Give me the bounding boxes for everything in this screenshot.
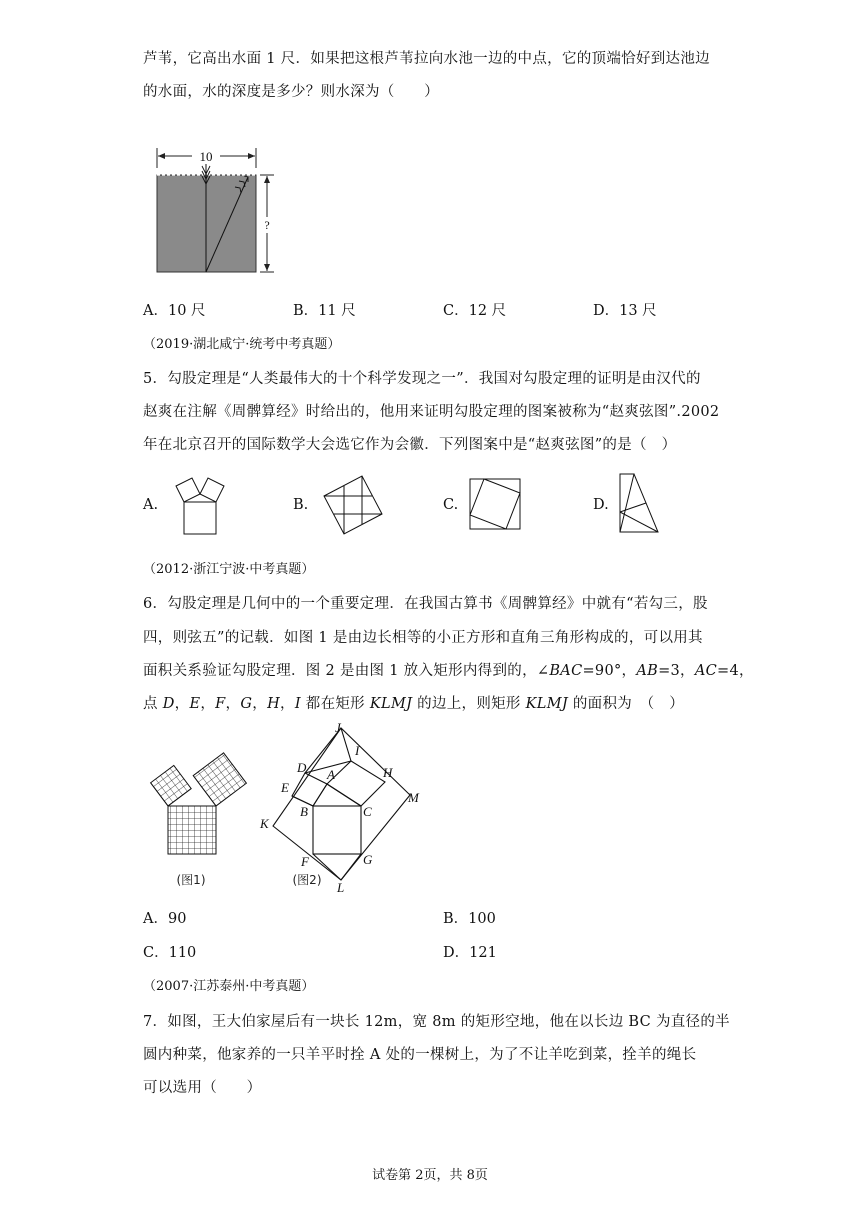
- q6-option-a[interactable]: A．90: [143, 911, 187, 927]
- q6-label-d: D: [297, 760, 307, 775]
- q6-label-i: I: [355, 743, 360, 758]
- q5-option-c[interactable]: C.: [443, 497, 459, 513]
- q6-point-f: F: [215, 696, 226, 712]
- q5-option-b[interactable]: B.: [293, 497, 309, 513]
- q6-option-c[interactable]: C．110: [143, 945, 197, 961]
- q6-line4-part: 的面积为 （ ）: [567, 696, 685, 712]
- q6-line4-part: 都在矩形: [300, 696, 370, 712]
- q6-line3-part-c: =90°，: [582, 663, 637, 679]
- q4-height-label: ?: [264, 218, 270, 232]
- q6-segment-ac: AC: [694, 663, 718, 679]
- q6-line3-part-a: 面积关系验证勾股定理．图 2 是由图 1 放入矩形内得到的，∠: [143, 663, 550, 679]
- q6-angle-bac: BAC: [549, 663, 583, 679]
- q5-figure-a: [168, 470, 238, 540]
- q6-text-line1: 6．勾股定理是几何中的一个重要定理．在我国古算书《周髀算经》中就有“若勾三，股: [143, 596, 708, 612]
- q6-label-b: B: [300, 804, 308, 819]
- q6-label-a: A: [327, 767, 335, 782]
- q6-label-c: C: [363, 804, 372, 819]
- q6-point-g: G: [240, 696, 253, 712]
- q6-fig2-caption: (图2): [292, 873, 322, 887]
- q5-option-d[interactable]: D.: [593, 497, 609, 513]
- q6-source: （2012·浙江宁波·中考真题）: [143, 562, 315, 577]
- q5-source: （2019·湖北咸宁·统考中考真题）: [143, 337, 341, 352]
- q6-line3-part-e: =3，: [658, 663, 695, 679]
- q5-figure-b: [318, 470, 388, 540]
- q4-pond-figure: [152, 146, 282, 276]
- q6-segment-ab: AB: [636, 663, 659, 679]
- q6-label-g: G: [363, 852, 373, 867]
- q6-fig1-caption: (图1): [176, 873, 206, 887]
- q6-line4-part: ，: [200, 696, 216, 712]
- q4-width-label: 10: [199, 149, 213, 164]
- q4-option-d[interactable]: D．13 尺: [593, 303, 657, 319]
- q4-text-line2: 的水面，水的深度是多少？则水深为（ ）: [143, 84, 439, 100]
- q6-text-line2: 四，则弦五”的记载．如图 1 是由边长相等的小正方形和直角三角形构成的，可以用其: [143, 630, 703, 646]
- q5-option-a[interactable]: A.: [143, 497, 159, 513]
- q6-rect-name: KLMJ: [369, 696, 413, 712]
- q6-text-line4: [143, 692, 684, 713]
- q6-point-e: E: [189, 696, 201, 712]
- q6-option-d[interactable]: D．121: [443, 945, 497, 961]
- q6-label-m: M: [408, 790, 419, 805]
- q6-label-f: F: [301, 854, 309, 869]
- q5-text-line3: 年在北京召开的国际数学大会选它作为会徽．下列图案中是“赵爽弦图”的是（ ）: [143, 437, 677, 453]
- q6-point-h: H: [267, 696, 281, 712]
- q6-line4-part: ，: [225, 696, 241, 712]
- q6-point-d: D: [162, 696, 175, 712]
- q6-line4-part: ，: [280, 696, 295, 712]
- q5-figure-c: [466, 475, 526, 535]
- q7-text-line1: 7．如图，王大伯家屋后有一块长 12m，宽 8m 的矩形空地，他在以长边 BC 为直径的半: [143, 1014, 730, 1030]
- q6-line4-part: ，: [174, 696, 190, 712]
- q6-point-i: I: [294, 696, 301, 712]
- page-footer: 试卷第 2页，共 8页: [372, 1168, 488, 1183]
- q7-text-line2: 圆内种菜，他家养的一只羊平时拴 A 处的一棵树上，为了不让羊吃到菜，拴羊的绳长: [143, 1047, 697, 1063]
- q4-option-a[interactable]: A．10 尺: [143, 303, 206, 319]
- q6-option-b[interactable]: B．100: [443, 911, 496, 927]
- q6-text-line3: [143, 659, 754, 680]
- q4-option-b[interactable]: B．11 尺: [293, 303, 356, 319]
- q4-option-c[interactable]: C．12 尺: [443, 303, 507, 319]
- q6-figure-1: [140, 752, 250, 892]
- q6-line3-part-g: =4，: [717, 663, 754, 679]
- q6-label-h: H: [383, 765, 393, 780]
- q6-line4-part: 点: [143, 696, 163, 712]
- q5-text-line1: 5．勾股定理是“人类最伟大的十个科学发现之一”．我国对勾股定理的证明是由汉代的: [143, 371, 701, 387]
- q6-label-e: E: [281, 780, 289, 795]
- q6-rect-name: KLMJ: [525, 696, 568, 712]
- q6-line4-part: 的边上，则矩形: [412, 696, 526, 712]
- q5-figure-d: [616, 472, 666, 536]
- q6-line4-part: ，: [252, 696, 268, 712]
- q5-text-line2: 赵爽在注解《周髀算经》时给出的，他用来证明勾股定理的图案被称为“赵爽弦图”.2002: [143, 404, 720, 420]
- q6-label-k: K: [260, 816, 269, 831]
- q7-text-line3: 可以选用（ ）: [143, 1080, 262, 1096]
- q6-label-l: L: [337, 880, 345, 895]
- q4-text-line1: 芦苇，它高出水面 1 尺．如果把这根芦苇拉向水池一边的中点，它的顶端恰好到达池边: [143, 51, 710, 67]
- q7-source: （2007·江苏泰州·中考真题）: [143, 979, 315, 994]
- q6-figure-2: [255, 722, 435, 894]
- q6-label-j: J: [335, 720, 341, 735]
